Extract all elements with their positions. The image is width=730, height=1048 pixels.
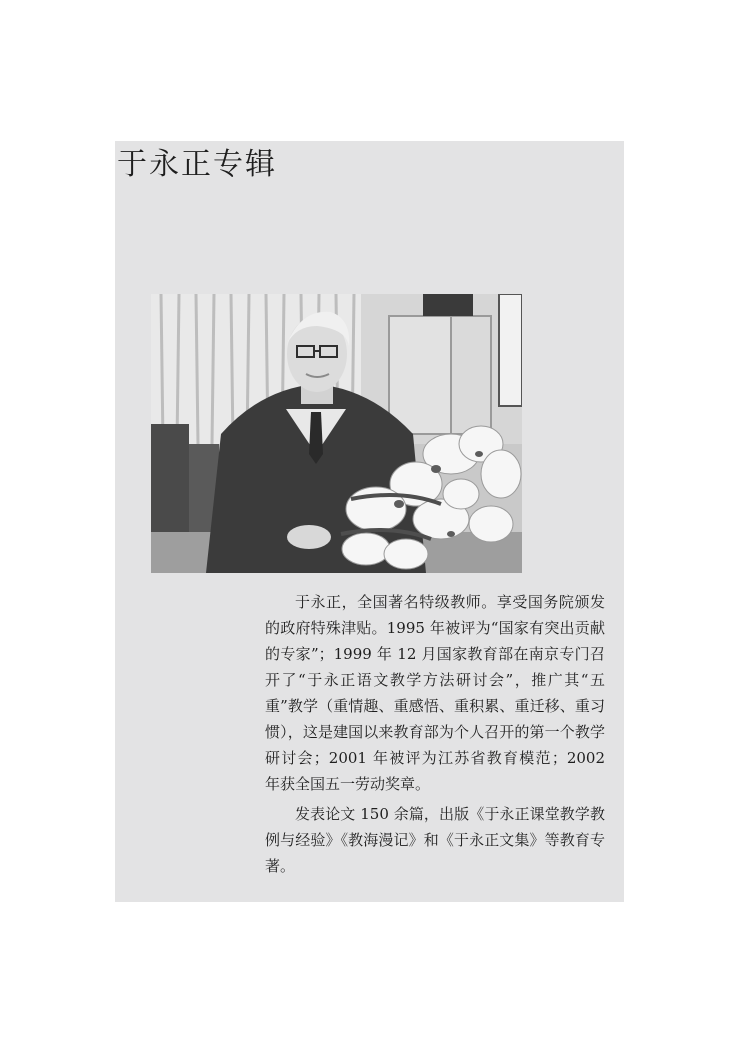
portrait-illustration: [151, 294, 522, 573]
bio-paragraph: 于永正，全国著名特级教师。享受国务院颁发的政府特殊津贴。1995 年被评为“国家有突出贡献的专家”；1999 年 12 月国家教育部在南京专门召开了“于永正语文教学方法研讨会”，推广其“五重”教学（重情趣、重感悟、重积累、重迁移、重习惯），这是建国以来教育部为个人召开的第一个教学研讨会；2001 年被评为江苏省教育模范；2002 年获全国五一劳动奖章。: [265, 593, 605, 793]
biography: [265, 589, 605, 883]
page-title: 于永正专辑: [117, 147, 277, 182]
portrait-photo: [151, 294, 522, 573]
bio-paragraph: 发表论文 150 余篇，出版《于永正课堂教学教例与经验》《教海漫记》和《于永正文集》等教育专著。: [265, 805, 605, 875]
